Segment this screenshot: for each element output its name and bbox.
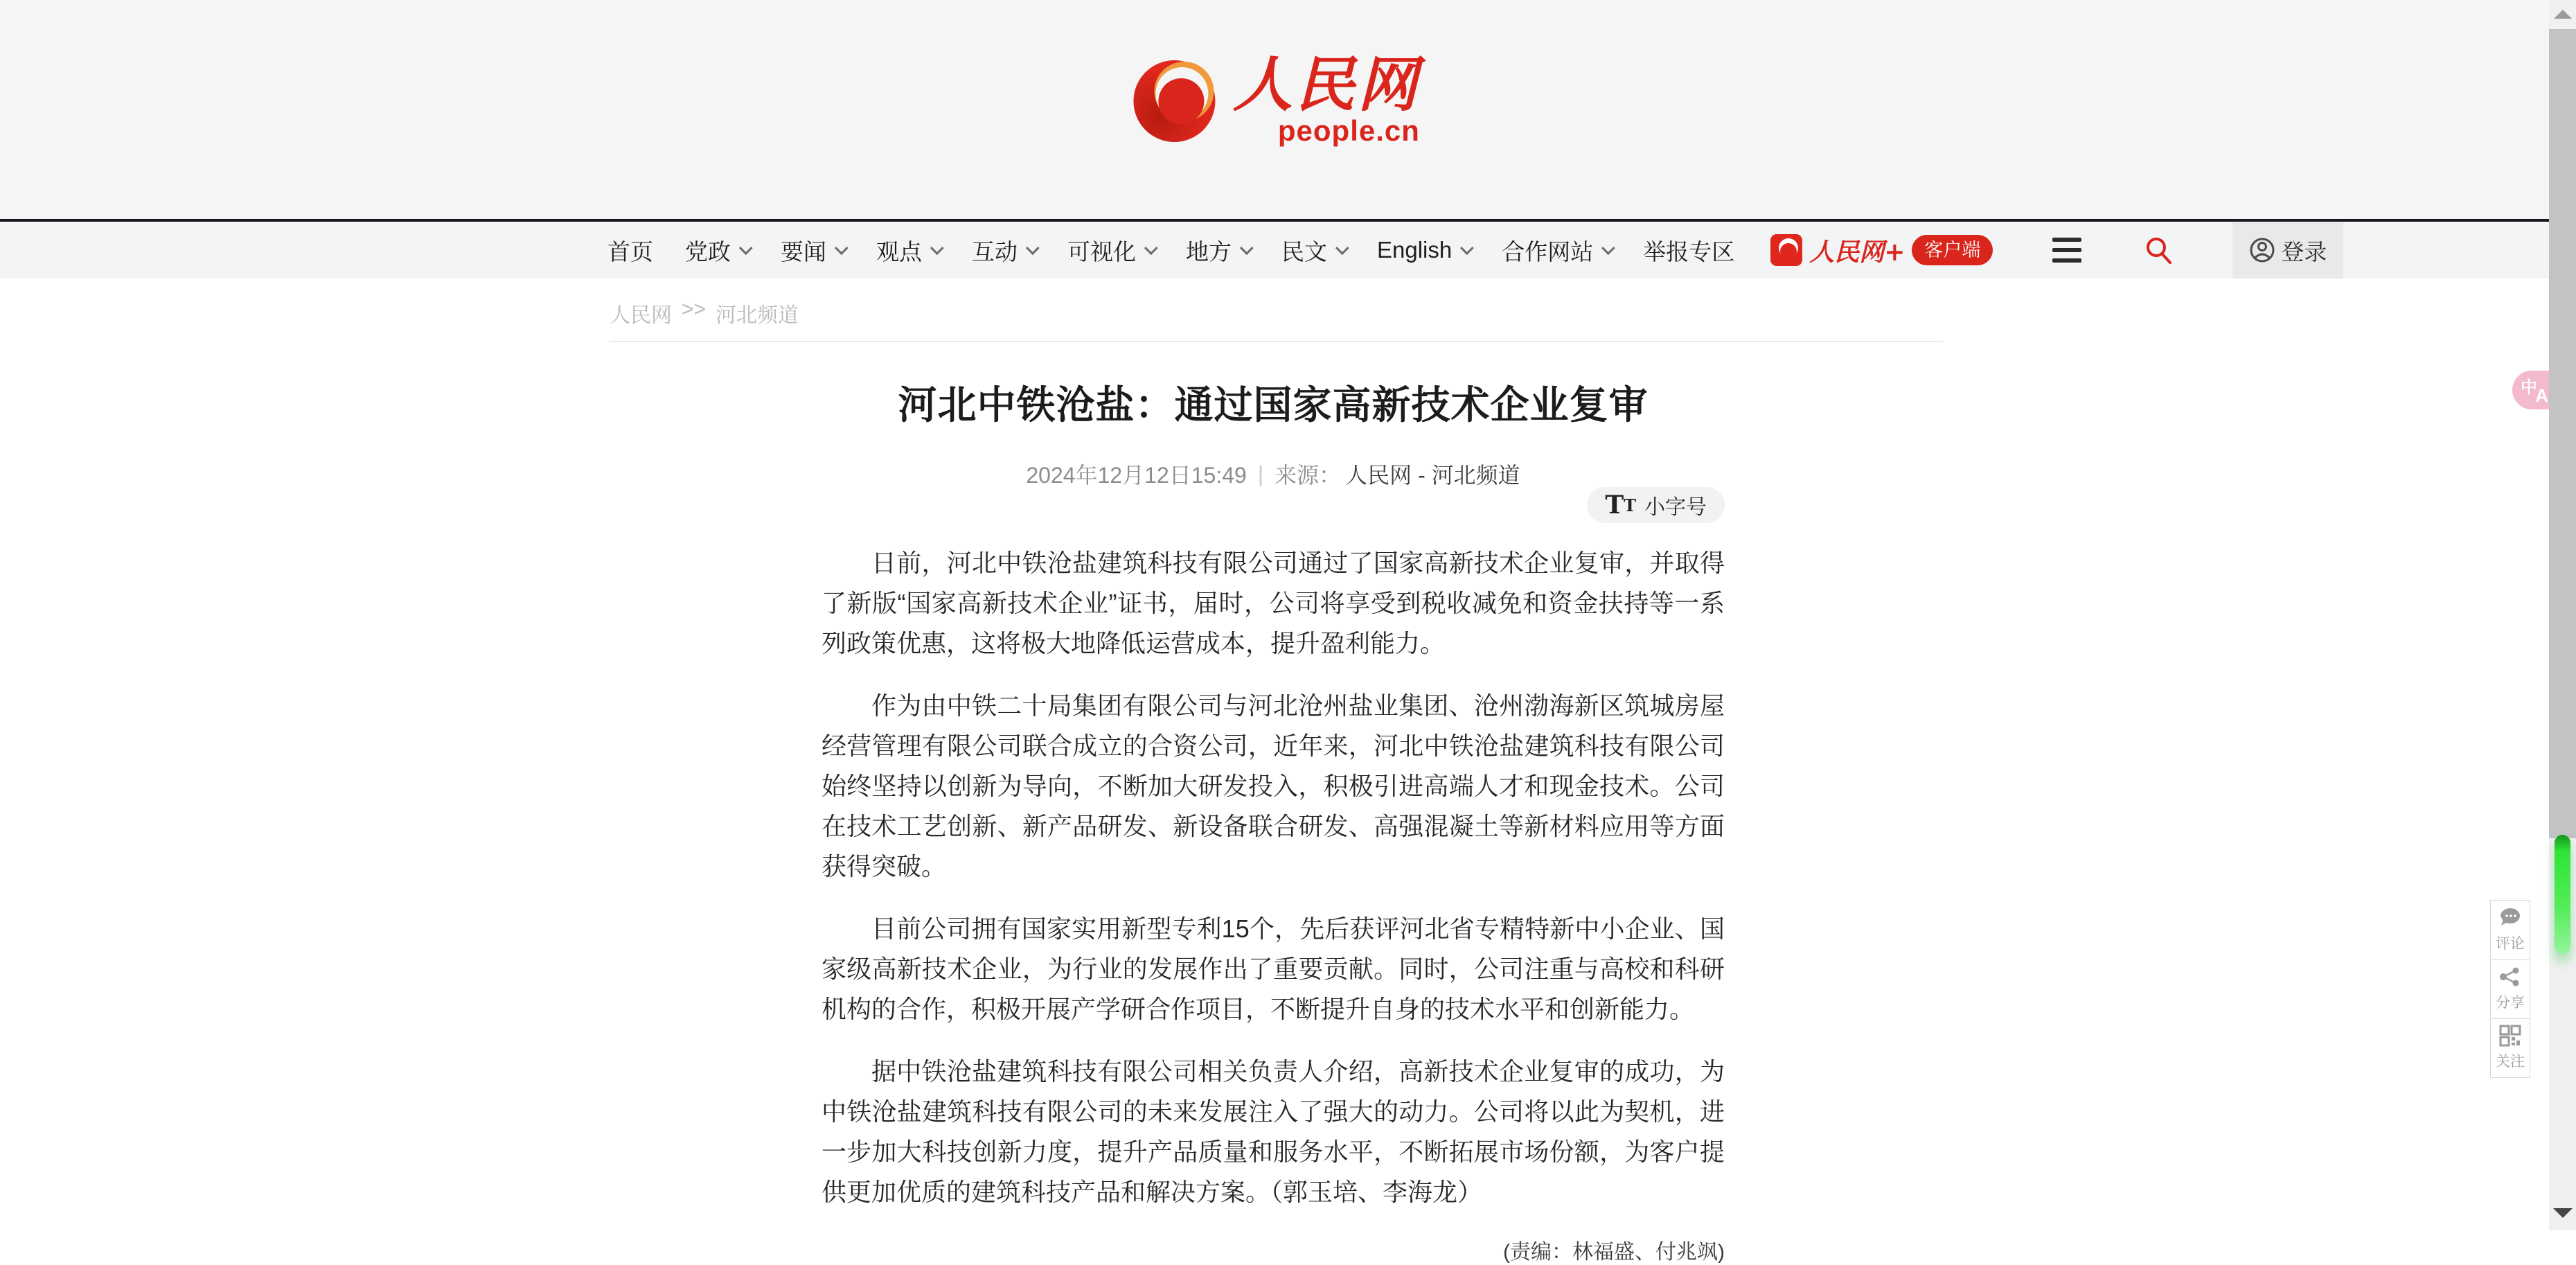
article — [821, 383, 1725, 1265]
floating-toolbar — [2490, 900, 2530, 1078]
source-label: 来源： — [1274, 463, 1342, 488]
breadcrumb — [610, 298, 799, 328]
nav-item[interactable] — [1067, 234, 1154, 267]
article-paragraph: 作为由中铁二十局集团有限公司与河北沧州盐业集团、沧州渤海新区筑城房屋经营管理有限公司联合成立的合资公司，近年来，河北中铁沧盐建筑科技有限公司始终坚持以创新为导向，不断加大研发投入，积极引进高端人才和现金技术。公司在技术工艺创新、新产品研发、新设备联合研发、高强混凝土等新材料应用等方面获得突破。 — [821, 691, 1725, 881]
chevron-down-icon — [1460, 241, 1474, 255]
nav-item[interactable] — [781, 234, 844, 267]
nav-item-label: 观点 — [876, 238, 922, 265]
scroll-up-arrow-icon[interactable] — [2554, 10, 2572, 19]
nav-item-label: 地方 — [1186, 238, 1232, 265]
share-icon — [2499, 966, 2521, 987]
font-size-label: 小字号 — [1644, 496, 1707, 519]
scroll-down-arrow-icon[interactable] — [2553, 1208, 2573, 1218]
chevron-down-icon — [1240, 241, 1254, 255]
chevron-down-icon — [1601, 241, 1615, 255]
nav-item[interactable] — [876, 234, 940, 267]
chevron-down-icon — [1026, 241, 1040, 255]
logo-cn-text: 人民网 — [1232, 50, 1420, 120]
source-link[interactable]: 人民网 - 河北频道 — [1345, 463, 1520, 488]
nav-item-label: 首页 — [607, 238, 653, 265]
editors-note: (责编：林福盛、付兆飒) — [1503, 1241, 1725, 1264]
breadcrumb-site[interactable]: 人民网 — [610, 304, 672, 327]
article-paragraph: 日前，河北中铁沧盐建筑科技有限公司通过了国家高新技术企业复审，并取得了新版“国家高新技术企业”证书，届时，公司将享受到税收减免和资金扶持等一系列政策优惠，这将极大地降低运营成本，提升盈利能力。 — [821, 549, 1725, 657]
nav-item-label: 互动 — [972, 238, 1018, 265]
chevron-down-icon — [1144, 241, 1158, 255]
nav-item[interactable] — [1281, 234, 1345, 267]
login-button[interactable] — [2232, 222, 2343, 278]
breadcrumb-divider — [610, 341, 1943, 342]
chevron-down-icon — [835, 241, 849, 255]
chevron-down-icon — [930, 241, 944, 255]
search-button[interactable] — [2144, 236, 2173, 265]
nav-item-label: 举报专区 — [1643, 238, 1735, 265]
nav-item-label: English — [1377, 237, 1453, 263]
font-size-button[interactable]: T T 小字号 — [1587, 487, 1725, 523]
font-size-icon: T — [1605, 490, 1624, 520]
nav-item-label: 要闻 — [781, 238, 826, 265]
share-label: 分享 — [2496, 995, 2525, 1011]
follow-label: 关注 — [2496, 1054, 2525, 1070]
scrollbar[interactable] — [2549, 0, 2576, 1230]
nav-item-label: 合作网站 — [1502, 238, 1594, 265]
nav-item-label: 可视化 — [1067, 238, 1136, 265]
chevron-down-icon — [739, 241, 753, 255]
comment-label: 评论 — [2496, 935, 2525, 952]
site-logo[interactable] — [1133, 50, 1420, 147]
translate-icon: 中 A — [2521, 378, 2548, 406]
nav-item[interactable] — [685, 234, 749, 267]
nav-item[interactable] — [1502, 234, 1611, 267]
nav-item-list — [607, 222, 2343, 278]
scrollbar-thumb[interactable] — [2549, 29, 2576, 838]
user-icon — [2249, 237, 2275, 263]
follow-button[interactable] — [2491, 1018, 2530, 1077]
nav-item[interactable] — [1186, 234, 1250, 267]
nav-item[interactable] — [972, 234, 1036, 267]
share-button[interactable] — [2491, 959, 2530, 1018]
main-navbar — [0, 219, 2576, 278]
qr-code-icon — [2500, 1025, 2521, 1046]
breadcrumb-separator: >> — [682, 298, 707, 321]
logo-en-text: people.cn — [1277, 114, 1420, 147]
scroll-progress-indicator — [2555, 835, 2570, 954]
article-paragraph: 目前公司拥有国家实用新型专利15个，先后获评河北省专精特新中小企业、国家级高新技术企业，为行业的发展作出了重要贡献。同时，公司注重与高校和科研机构的合作，积极开展产学研合作项目，不断提升自身的技术水平和创新能力。 — [821, 914, 1725, 1023]
nav-item-label: 民文 — [1281, 238, 1327, 265]
nav-item[interactable] — [1643, 234, 1734, 267]
article-title: 河北中铁沧盐：通过国家高新技术企业复审 — [898, 383, 1649, 427]
nav-item[interactable] — [1377, 237, 1470, 263]
article-meta — [821, 459, 1725, 489]
app-badge-label: 客户端 — [1912, 235, 1993, 265]
app-badge-brand: 人民网+ — [1809, 237, 1906, 267]
people-plus-logo-icon — [1770, 234, 1802, 266]
site-header — [0, 0, 2576, 219]
people-cn-logo-icon — [1133, 60, 1215, 142]
search-icon — [2144, 236, 2173, 265]
breadcrumb-channel[interactable]: 河北频道 — [716, 304, 799, 327]
chevron-down-icon — [1335, 241, 1349, 255]
comment-icon — [2498, 908, 2522, 928]
meta-divider: | — [1257, 461, 1264, 486]
nav-item[interactable] — [607, 234, 653, 267]
article-body — [821, 543, 1725, 1212]
people-app-badge[interactable] — [1770, 233, 1993, 268]
nav-item-label: 党政 — [685, 238, 731, 265]
comment-button[interactable] — [2491, 901, 2530, 959]
article-paragraph: 据中铁沧盐建筑科技有限公司相关负责人介绍，高新技术企业复审的成功，为中铁沧盐建筑科技有限公司的未来发展注入了强大的动力。公司将以此为契机，进一步加大科技创新力度，提升产品质量和服务水平，不断拓展市场份额，为客户提供更加优质的建筑科技产品和解决方案。（郭玉培、李海龙） — [821, 1057, 1725, 1206]
publish-time: 2024年12月12日15:49 — [1026, 463, 1247, 488]
login-label: 登录 — [2281, 238, 2327, 265]
menu-icon[interactable] — [2052, 238, 2081, 263]
